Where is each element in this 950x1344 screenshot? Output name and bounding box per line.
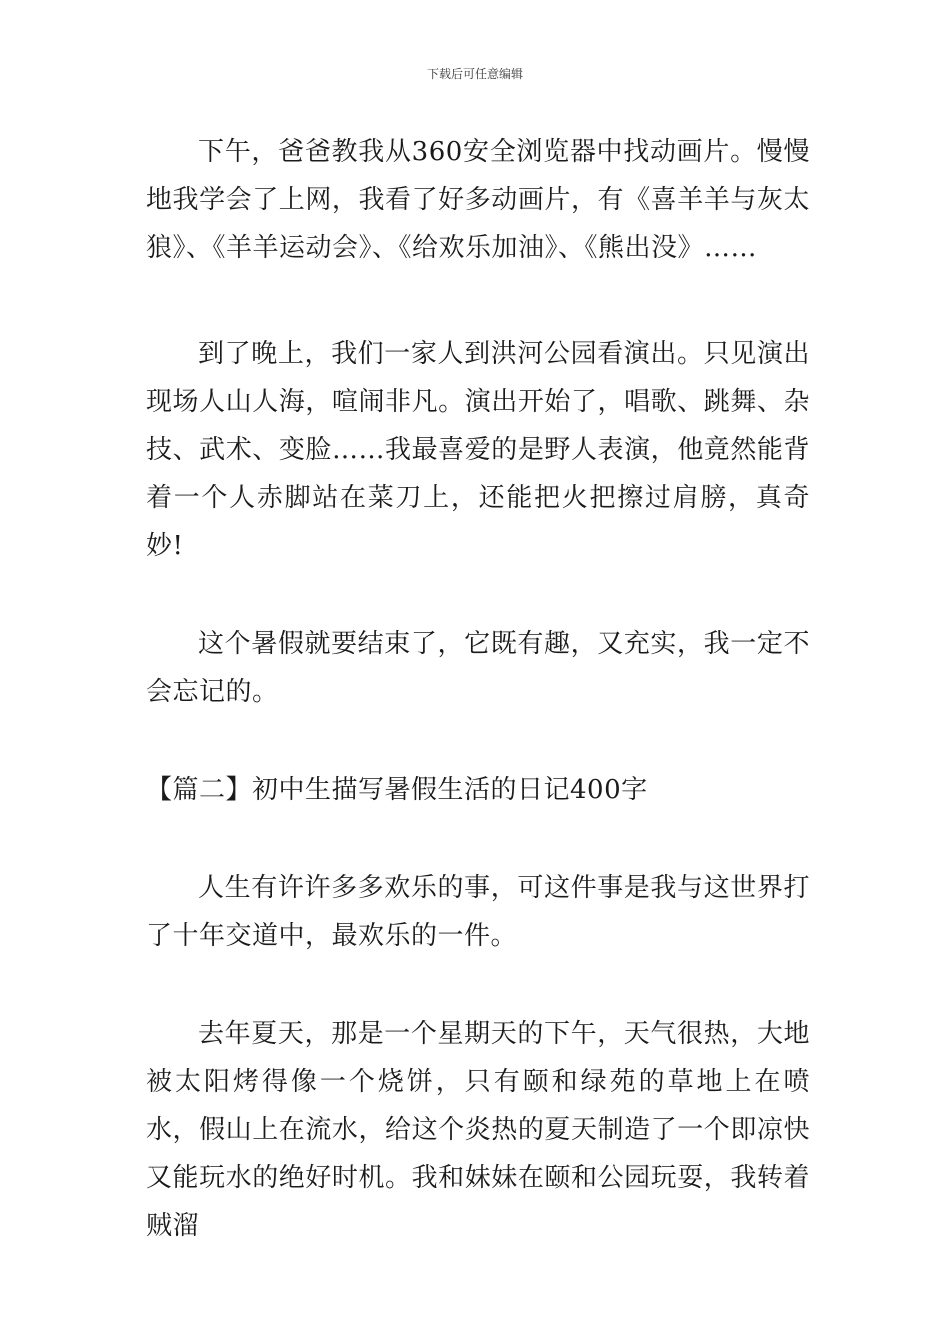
paragraph-happy-thing: 人生有许许多多欢乐的事，可这件事是我与这世界打了十年交道中，最欢乐的一件。 — [146, 873, 810, 951]
section-heading: 【篇二】初中生描写暑假生活的日记400字 — [146, 775, 648, 805]
paragraph-last-summer: 去年夏天，那是一个星期天的下午，天气很热，大地被太阳烤得像一个烧饼，只有颐和绿苑的草地上在喷 水，假山上在流水，给这个炎热的夏天制造了一个即凉快又能玩水的绝好时机。我和妹妹在颐和公园玩耍，我转着贼溜 — [146, 1019, 810, 1241]
paragraph-cartoons: 下午，爸爸教我从360安全浏览器中找动画片。慢慢地我学会了上网，我看了好多动画片，有《喜羊羊与灰太狼》、《羊羊运动会》、《给欢乐加油》、《熊出没》…… — [146, 137, 810, 263]
document-body — [146, 128, 810, 1250]
paragraph-summer-end: 这个暑假就要结束了，它既有趣，又充实，我一定不会忘记的。 — [146, 629, 810, 707]
paragraph-evening-show: 到了晚上，我们一家人到洪河公园看演出。只见演出现场人山人海，喧闹非凡。演出开始了，唱歌、跳舞、杂技、武术、变脸……我最喜爱的是野人表演，他竟然能背着一个人赤脚站在菜刀上，还能把火把擦过肩膀，真奇妙! — [146, 339, 810, 561]
page-header: 下载后可任意编辑 — [426, 67, 523, 81]
